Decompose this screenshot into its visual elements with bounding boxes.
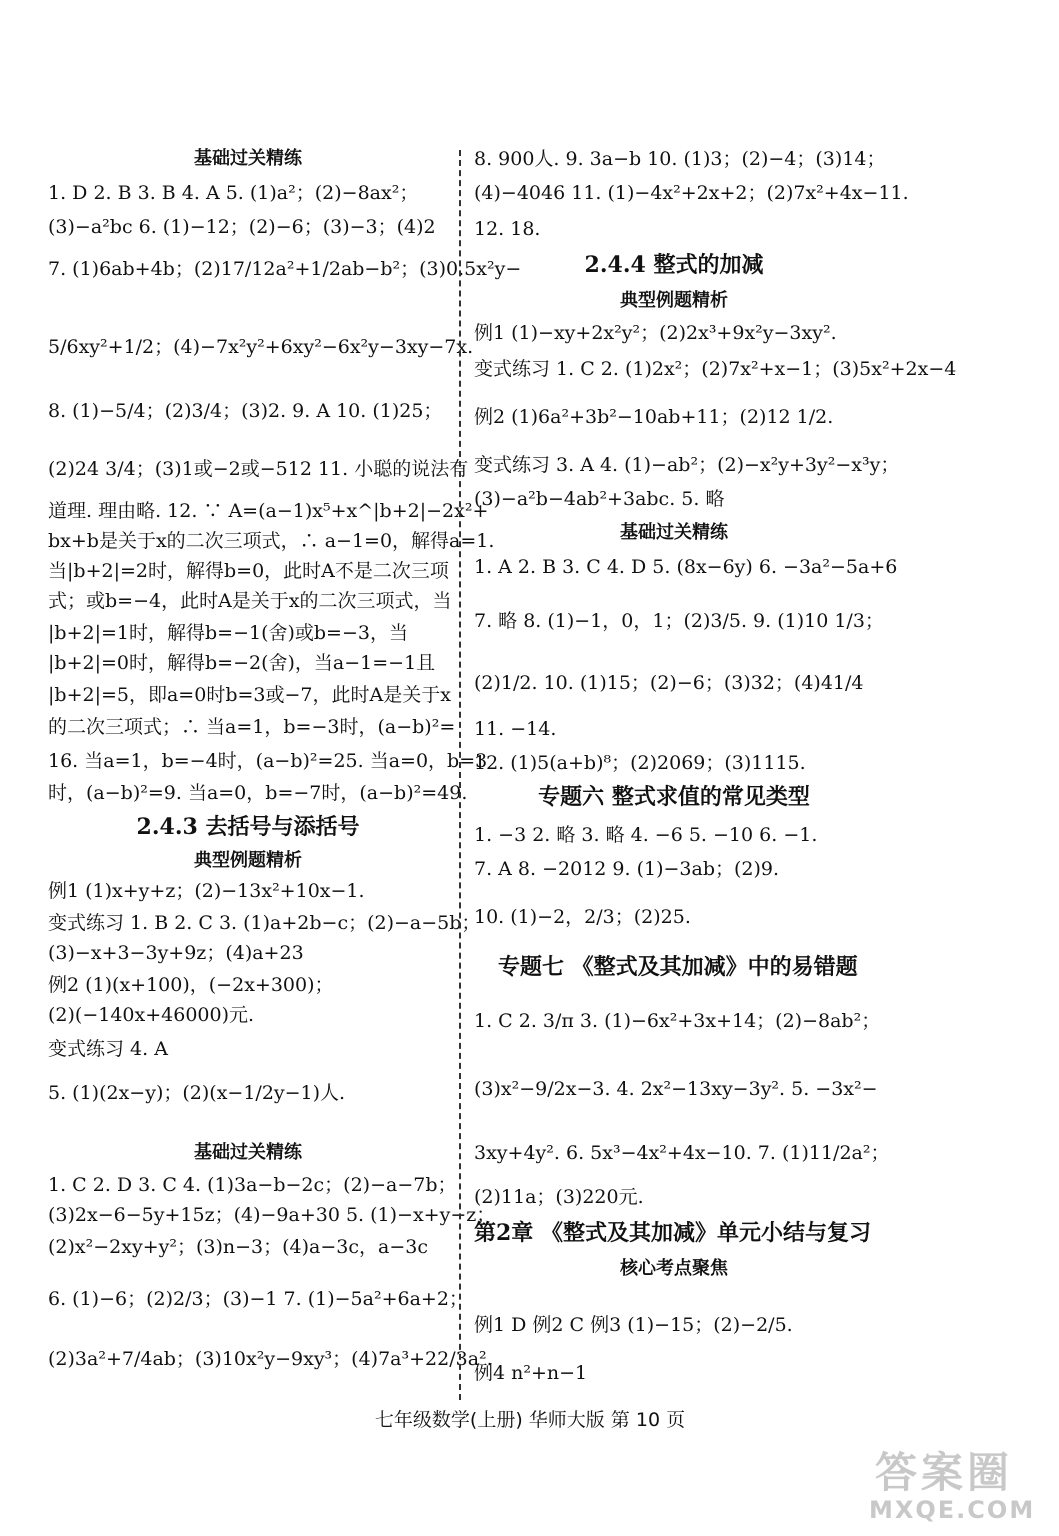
section-title-2-4-4: 2.4.4 整式的加减	[584, 252, 764, 278]
watermark-logo: 答案圈	[874, 1448, 1013, 1497]
answer-line: 的二次三项式；∴ 当a=1，b=−3时，(a−b)²=	[48, 716, 456, 738]
answer-line: 8. (1)−5/4；(2)3/4；(3)2. 9. A 10. (1)25；	[48, 400, 443, 422]
topic-seven-title: 专题七 《整式及其加减》中的易错题	[498, 954, 858, 980]
answer-line: 1. −3 2. 略 3. 略 4. −6 5. −10 6. −1.	[474, 824, 818, 846]
answer-line: 10. (1)−2，2/3；(2)25.	[474, 906, 691, 928]
answer-line: 12. 18.	[474, 218, 541, 240]
answer-line: (3)−x+3−3y+9z；(4)a+23	[48, 942, 304, 964]
answer-line: 式；或b=−4，此时A是关于x的二次三项式，当	[48, 590, 452, 612]
answer-line: (3)2x−6−5y+15z；(4)−9a+30 5. (1)−x+y−z；	[48, 1204, 496, 1226]
answer-line: 7. (1)6ab+4b；(2)17/12a²+1/2ab−b²；(3)0.5x²y−	[48, 258, 522, 280]
heading-basic-practice: 基础过关精练	[194, 1142, 302, 1163]
answer-line: (2)(−140x+46000)元.	[48, 1004, 255, 1026]
answer-line: 例2 (1)(x+100)，(−2x+300)；	[48, 974, 334, 996]
section-title-2-4-3: 2.4.3 去括号与添括号	[136, 814, 360, 840]
answer-line: 当|b+2|=2时，解得b=0，此时A不是二次三项	[48, 560, 449, 582]
answer-line: 变式练习 4. A	[48, 1038, 168, 1060]
answer-line: 1. C 2. D 3. C 4. (1)3a−b−2c；(2)−a−7b；	[48, 1174, 457, 1196]
answer-line: (4)−4046 11. (1)−4x²+2x+2；(2)7x²+4x−11.	[474, 182, 909, 204]
answer-line: 11. −14.	[474, 718, 557, 740]
answer-line: (2)1/2. 10. (1)15；(2)−6；(3)32；(4)41/4	[474, 672, 864, 694]
watermark-url: MXQE.COM	[869, 1496, 1036, 1524]
answer-line: 3xy+4y². 6. 5x³−4x²+4x−10. 7. (1)11/2a²；	[474, 1142, 890, 1164]
answer-line: 7. A 8. −2012 9. (1)−3ab；(2)9.	[474, 858, 780, 880]
answer-line: |b+2|=1时，解得b=−1(舍)或b=−3，当	[48, 622, 408, 644]
heading-basic-practice: 基础过关精练	[194, 148, 302, 169]
answer-line: 16. 当a=1，b=−4时，(a−b)²=25. 当a=0，b=3	[48, 750, 488, 772]
topic-six-title: 专题六 整式求值的常见类型	[538, 784, 810, 810]
heading-typical-examples: 典型例题精析	[620, 290, 728, 311]
answer-line: 变式练习 1. B 2. C 3. (1)a+2b−c；(2)−a−5b；	[48, 912, 481, 934]
page-footer: 七年级数学(上册) 华师大版 第 10 页	[374, 1409, 686, 1431]
column-divider	[459, 150, 461, 1400]
answer-line: |b+2|=5，即a=0时b=3或−7，此时A是关于x	[48, 684, 451, 706]
answer-line: (3)x²−9/2x−3. 4. 2x²−13xy−3y². 5. −3x²−	[474, 1078, 878, 1100]
chapter-review-title: 第2章 《整式及其加减》单元小结与复习	[474, 1220, 871, 1246]
answer-line: 12. (1)5(a+b)⁸；(2)2069；(3)1115.	[474, 752, 806, 774]
answer-line: 6. (1)−6；(2)2/3；(3)−1 7. (1)−5a²+6a+2；	[48, 1288, 468, 1310]
answer-line: 1. A 2. B 3. C 4. D 5. (8x−6y) 6. −3a²−5a+6	[474, 556, 898, 578]
answer-line: bx+b是关于x的二次三项式，∴ a−1=0，解得a=1.	[48, 530, 495, 552]
answer-line: (2)x²−2xy+y²；(3)n−3；(4)a−3c，a−3c	[48, 1236, 429, 1258]
heading-basic-practice: 基础过关精练	[620, 522, 728, 543]
answer-line: 7. 略 8. (1)−1，0，1；(2)3/5. 9. (1)10 1/3；	[474, 610, 884, 632]
heading-core-points: 核心考点聚焦	[620, 1258, 728, 1279]
answer-line: 例1 (1)−xy+2x²y²；(2)2x³+9x²y−3xy².	[474, 322, 837, 344]
watermark	[869, 1448, 1036, 1524]
answer-line: 时，(a−b)²=9. 当a=0，b=−7时，(a−b)²=49.	[48, 782, 468, 804]
answer-line: (3)−a²bc 6. (1)−12；(2)−6；(3)−3；(4)2	[48, 216, 436, 238]
answer-line: 道理. 理由略. 12. ∵ A=(a−1)x⁵+x^|b+2|−2x²+	[48, 500, 489, 522]
answer-line: 例4 n²+n−1	[474, 1362, 588, 1384]
answer-line: (3)−a²b−4ab²+3abc. 5. 略	[474, 488, 725, 510]
answer-line: (2)24 3/4；(3)1或−2或−512 11. 小聪的说法有	[48, 458, 469, 480]
answer-line: 例2 (1)6a²+3b²−10ab+11；(2)12 1/2.	[474, 406, 834, 428]
answer-line: 变式练习 1. C 2. (1)2x²；(2)7x²+x−1；(3)5x²+2x−4	[474, 358, 957, 380]
answer-line: 例1 D 例2 C 例3 (1)−15；(2)−2/5.	[474, 1314, 793, 1336]
answer-line: 5/6xy²+1/2；(4)−7x²y²+6xy²−6x²y−3xy−7x.	[48, 336, 474, 358]
answer-line: (2)11a；(3)220元.	[474, 1186, 644, 1208]
answer-line: 变式练习 3. A 4. (1)−ab²；(2)−x²y+3y²−x³y；	[474, 454, 900, 476]
answer-line: 5. (1)(2x−y)；(2)(x−1/2y−1)人.	[48, 1082, 346, 1104]
answer-line: 8. 900人. 9. 3a−b 10. (1)3；(2)−4；(3)14；	[474, 148, 886, 170]
answer-line: 1. D 2. B 3. B 4. A 5. (1)a²；(2)−8ax²；	[48, 182, 419, 204]
answer-line: 1. C 2. 3/π 3. (1)−6x²+3x+14；(2)−8ab²；	[474, 1010, 881, 1032]
answer-line: (2)3a²+7/4ab；(3)10x²y−9xy³；(4)7a³+22/3a².	[48, 1348, 493, 1370]
heading-typical-examples: 典型例题精析	[194, 850, 302, 871]
answer-line: |b+2|=0时，解得b=−2(舍)，当a−1=−1且	[48, 652, 436, 674]
answer-line: 例1 (1)x+y+z；(2)−13x²+10x−1.	[48, 880, 365, 902]
